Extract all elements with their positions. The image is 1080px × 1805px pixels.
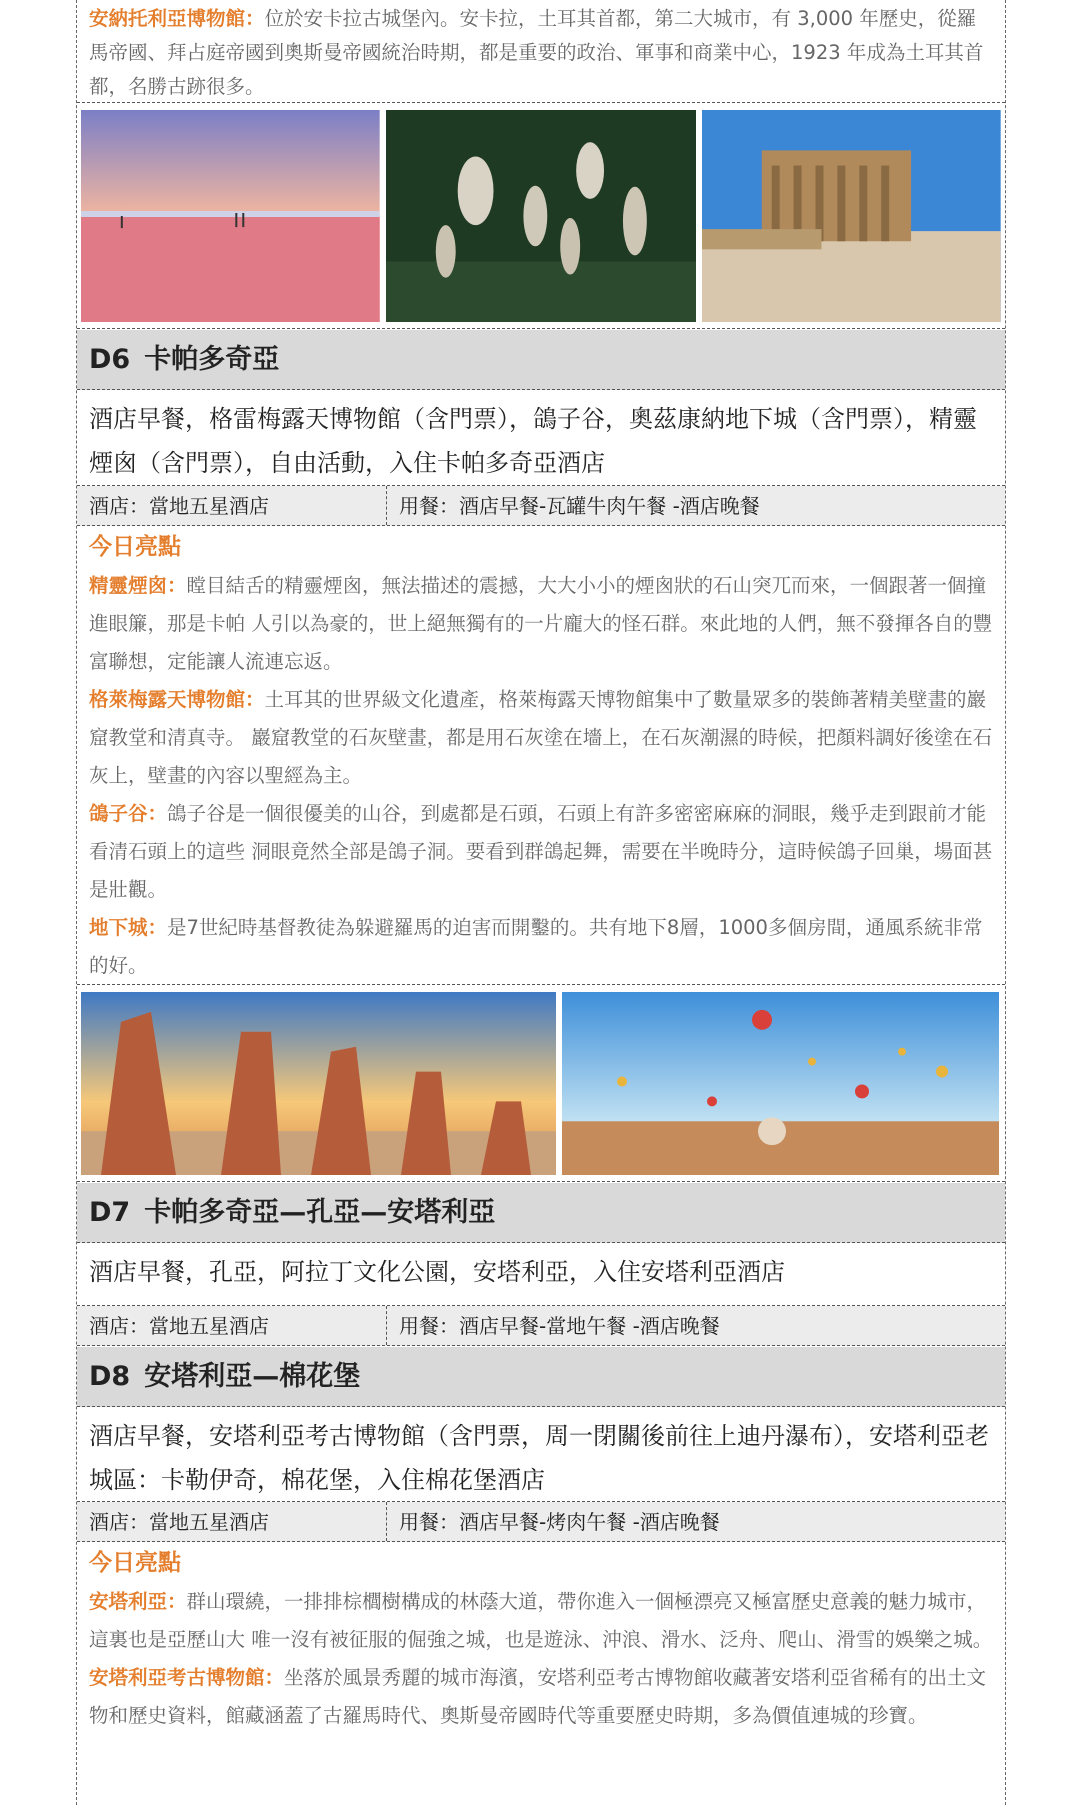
fairy-chimneys-photo: [81, 992, 556, 1175]
highlight-text: 土耳其的世界級文化遺產，格萊梅露天博物館集中了數量眾多的裝飾著精美壁畫的巖窟教堂和清真寺。 巖窟教堂的石灰壁畫，都是用石灰塗在墻上，在石灰潮濕的時候，把顏料調好後塗在石灰上，壁畫的內容以聖經為主。: [89, 688, 993, 787]
salt-lake-photo: [81, 110, 380, 322]
day-code: D8: [89, 1361, 131, 1392]
highlight-paragraph: [77, 1583, 1005, 1659]
highlight-text: 群山環繞，一排排棕櫚樹構成的林蔭大道，帶你進入一個極漂亮又極富歷史意義的魅力城市，這裏也是亞歷山大 唯一沒有被征服的倔強之城，也是遊泳、沖浪、滑水、泛舟、爬山、滑雪的娛樂之城。: [89, 1590, 993, 1651]
day-title: 卡帕多奇亞—孔亞—安塔利亞: [144, 1197, 496, 1228]
itinerary-frame: [76, 0, 1006, 1805]
highlight-name: 格萊梅露天博物館：: [89, 688, 265, 711]
day-code: D6: [89, 344, 131, 375]
hotel-info: 酒店：當地五星酒店: [77, 486, 387, 525]
today-highlights-label: 今日亮點: [89, 1550, 181, 1576]
highlight-text: 位於安卡拉古城堡內。安卡拉，土耳其首都，第二大城市，有 3,000 年歷史，從羅馬帝國、拜占庭帝國到奧斯曼帝國統治時期，都是重要的政治、軍事和商業中心，1923 年成為土耳其首都，名勝古跡很多。: [89, 7, 984, 98]
highlight-name: 安塔利亞考古博物館：: [89, 1666, 285, 1689]
meal-info: 用餐：酒店早餐-當地午餐 -酒店晚餐: [399, 1314, 720, 1338]
highlight-name: 精靈煙囪：: [89, 574, 187, 597]
meal-info: 用餐：酒店早餐-瓦罐牛肉午餐 -酒店晚餐: [399, 494, 760, 518]
highlight-paragraph: [77, 909, 1005, 985]
day-highlights-d8: [77, 1543, 1005, 1805]
day-header-d6: [77, 330, 1005, 390]
highlight-paragraph: [77, 681, 1005, 795]
top-highlight-block: [77, 0, 1005, 103]
highlight-name: 安納托利亞博物館：: [89, 7, 265, 30]
day-code: D7: [89, 1197, 131, 1228]
day-route-d8: 酒店早餐，安塔利亞考古博物館（含門票，周一閉關後前往上迪丹瀑布），安塔利亞老城區：卡勒伊奇，棉花堡，入住棉花堡酒店: [77, 1408, 1005, 1502]
highlight-paragraph: [77, 0, 1005, 104]
day-highlights-d6: [77, 527, 1005, 985]
day-info-d8: [77, 1502, 1005, 1542]
today-highlights-label: 今日亮點: [89, 534, 181, 560]
day-header-d7: [77, 1183, 1005, 1243]
day-route-d6: 酒店早餐，格雷梅露天博物館（含門票），鴿子谷，奧茲康納地下城（含門票），精靈煙囪（含門票），自由活動，入住卡帕多奇亞酒店: [77, 391, 1005, 486]
highlight-text: 坐落於風景秀麗的城市海濱，安塔利亞考古博物館收藏著安塔利亞省稀有的出土文物和歷史資料，館藏涵蓋了古羅馬時代、奧斯曼帝國時代等重要歷史時期，多為價值連城的珍寶。: [89, 1666, 987, 1727]
image-row-cappadocia: [77, 986, 1005, 1182]
image-row-ankara: [77, 104, 1005, 329]
highlight-text: 是7世紀時基督教徒為躲避羅馬的迫害而開鑿的。共有地下8層，1000多個房間，通風系統非常的好。: [89, 916, 983, 977]
highlight-paragraph: [77, 795, 1005, 909]
anitkabir-photo: [702, 110, 1001, 322]
meal-info: 用餐：酒店早餐-烤肉午餐 -酒店晚餐: [399, 1510, 720, 1534]
highlight-paragraph: [77, 567, 1005, 681]
museum-statues-photo: [386, 110, 697, 322]
day-header-d8: [77, 1347, 1005, 1407]
highlight-text: 瞠目結舌的精靈煙囪，無法描述的震撼，大大小小的煙囪狀的石山突兀而來，一個跟著一個撞進眼簾，那是卡帕 人引以為豪的，世上絕無獨有的一片龐大的怪石群。來此地的人們，無不發揮各自的豐富聯想，定能讓人流連忘返。: [89, 574, 993, 673]
highlight-text: 鴿子谷是一個很優美的山谷，到處都是石頭，石頭上有許多密密麻麻的洞眼，幾乎走到跟前才能看清石頭上的這些 洞眼竟然全部是鴿子洞。要看到群鴿起舞，需要在半晚時分，這時候鴿子回巢，場面甚是壯觀。: [89, 802, 993, 901]
highlight-name: 安塔利亞：: [89, 1590, 187, 1613]
day-info-d7: [77, 1306, 1005, 1346]
hotel-info: 酒店：當地五星酒店: [77, 1306, 387, 1345]
hotel-info: 酒店：當地五星酒店: [77, 1502, 387, 1541]
highlight-name: 鴿子谷：: [89, 802, 168, 825]
highlight-name: 地下城：: [89, 916, 168, 939]
day-info-d6: [77, 486, 1005, 526]
hot-air-balloons-photo: [562, 992, 999, 1175]
day-route-d7: 酒店早餐，孔亞，阿拉丁文化公園，安塔利亞，入住安塔利亞酒店: [77, 1244, 1005, 1306]
highlight-paragraph: [77, 1659, 1005, 1735]
day-title: 卡帕多奇亞: [144, 344, 280, 375]
day-title: 安塔利亞—棉花堡: [144, 1361, 361, 1392]
